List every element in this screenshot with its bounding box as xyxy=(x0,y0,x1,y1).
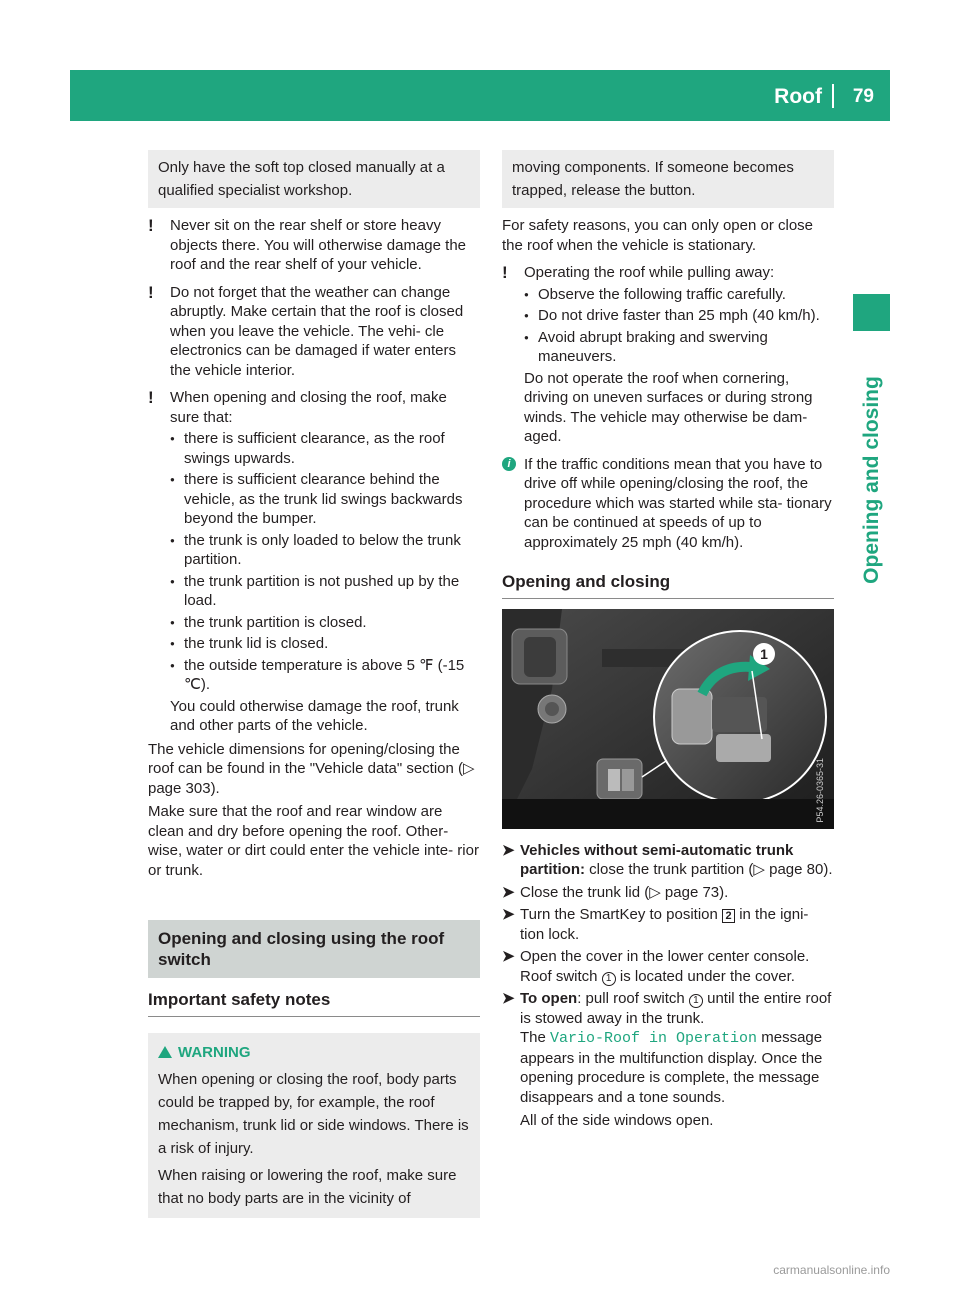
left-column xyxy=(148,150,480,1218)
warning-text: When opening or closing the roof, body parts could be trapped by, for example, the roof mechanism, trunk lid or side windows. There is a risk of injury. xyxy=(158,1070,469,1157)
list-item: ● the trunk lid is closed. xyxy=(170,634,480,654)
checklist xyxy=(524,285,834,367)
note-text: You could otherwise damage the roof, trunk and other parts of the vehicle. xyxy=(170,697,459,734)
paragraph-clean: Make sure that the roof and rear window are clean and dry before opening the roof. Other- wise, water or dirt could enter the vehicle inte- rior or trunk. xyxy=(148,803,479,879)
note-clearance xyxy=(148,388,480,736)
note-pulling-away xyxy=(502,263,834,447)
photo-code: P54.26-0365-31 xyxy=(814,757,825,823)
list-item: ● Avoid abrupt braking and swerving maneuvers. xyxy=(524,328,834,367)
continued-note-text: Only have the soft top closed manually at a qualified specialist workshop. xyxy=(158,159,445,199)
list-item: ● the trunk partition is not pushed up by the load. xyxy=(170,572,480,611)
checklist xyxy=(170,429,480,695)
note-text: Operating the roof while pulling away: xyxy=(524,264,775,281)
section-heading: Opening and closing using the roof switch xyxy=(148,920,480,978)
list-item: ● there is sufficient clearance behind the vehicle, as the trunk lid swings backwards beyond the bumper. xyxy=(170,470,480,529)
page-header xyxy=(70,70,890,121)
continued-note xyxy=(148,150,480,208)
step-item: ➤ Close the trunk lid (▷ page 73). xyxy=(502,883,729,901)
list-item: ● the outside temperature is above 5 ℉ (‑15 ℃). xyxy=(170,656,480,695)
step-item: ➤ Vehicles without semi-automatic trunk partition: close the trunk partition (▷ page 80). xyxy=(502,841,833,878)
info-note xyxy=(502,455,834,553)
right-column xyxy=(502,150,834,1131)
continued-warning-text: moving components. If someone becomes trapped, release the button. xyxy=(512,159,794,199)
warning-triangle-icon xyxy=(158,1046,172,1058)
info-text: If the traffic conditions mean that you have to drive off while opening/closing the roof, the procedure which was started while sta- tionary can be continued at speeds of up to approximately 25 mph (40 km/h). xyxy=(524,455,832,551)
callout-number: 1 xyxy=(760,645,768,662)
page-number: 79 xyxy=(852,86,874,107)
paragraph-stationary: For safety reasons, you can only open or close the roof when the vehicle is stationary. xyxy=(502,217,814,254)
list-item: ● there is sufficient clearance, as the roof swings upwards. xyxy=(170,429,480,468)
position-ref: 2 xyxy=(722,909,735,923)
step-item: ➤ To open: pull roof switch 1 until the entire roof is stowed away in the trunk. The Vario-Roof in Operation message appears in the multifunction display. Once the opening procedure is complete, the message disappears and a tone sounds. All of the side windows open. xyxy=(502,990,832,1129)
display-message: Vario-Roof in Operation xyxy=(550,1030,758,1047)
step-arrow-icon: ➤ xyxy=(502,948,515,965)
heading-opening-closing: Opening and closing xyxy=(502,560,834,599)
warning-text: When raising or lowering the roof, make sure that no body parts are in the vicinity of xyxy=(158,1166,457,1207)
note-text: Do not operate the roof when cornering, driving on uneven surfaces or during strong winds. The vehicle may otherwise be dam- aged. xyxy=(524,369,813,445)
roof-switch-photo xyxy=(502,609,834,829)
warning-box xyxy=(148,1033,480,1218)
side-tab-marker xyxy=(853,294,890,331)
step-arrow-icon: ➤ xyxy=(502,883,515,901)
note-text: Do not forget that the weather can change abruptly. Make certain that the roof is closed when you leave the vehicle. The vehi- cle electronics can be damaged if water enters the vehicle interior. xyxy=(170,283,464,379)
side-tab xyxy=(853,345,890,615)
warning-title: WARNING xyxy=(178,1043,251,1061)
note-text: When opening and closing the roof, make sure that: xyxy=(170,389,447,426)
step-arrow-icon: ➤ xyxy=(502,841,515,859)
note-rear-shelf xyxy=(148,216,480,275)
steps xyxy=(502,841,834,1131)
side-tab-label: Opening and closing xyxy=(859,376,883,584)
paragraph-dimensions: The vehicle dimensions for opening/closing the roof can be found in the "Vehicle data" section (▷ page 303). xyxy=(148,740,475,797)
list-item: ● Observe the following traffic carefully. xyxy=(524,285,834,305)
note-text: Never sit on the rear shelf or store heavy objects there. You will otherwise damage the roof and the rear shelf of your vehicle. xyxy=(170,217,467,273)
console-illustration xyxy=(502,609,834,829)
exclamation-icon: ! xyxy=(148,388,154,407)
step-arrow-icon: ➤ xyxy=(502,990,515,1007)
step-item: ➤ Open the cover in the lower center console. Roof switch 1 is located under the cover. xyxy=(502,948,810,985)
step-item: ➤ Turn the SmartKey to position 2 in the igni- tion lock. xyxy=(502,906,809,943)
subheading: Important safety notes xyxy=(148,978,480,1017)
list-item: ● Do not drive faster than 25 mph (40 km/h). xyxy=(524,306,834,326)
header-separator xyxy=(832,84,834,108)
callout-ref: 1 xyxy=(689,994,703,1008)
exclamation-icon: ! xyxy=(502,263,508,282)
step-arrow-icon: ➤ xyxy=(502,906,515,923)
watermark: carmanualsonline.info xyxy=(773,1263,890,1277)
info-icon: i xyxy=(502,457,516,471)
list-item: ● the trunk is only loaded to below the trunk partition. xyxy=(170,531,480,570)
callout-ref: 1 xyxy=(602,972,616,986)
exclamation-icon: ! xyxy=(148,282,154,302)
exclamation-icon: ! xyxy=(148,216,154,235)
note-weather xyxy=(148,283,480,381)
list-item: ● the trunk partition is closed. xyxy=(170,613,480,633)
header-title: Roof xyxy=(774,85,822,108)
continued-warning xyxy=(502,150,834,208)
